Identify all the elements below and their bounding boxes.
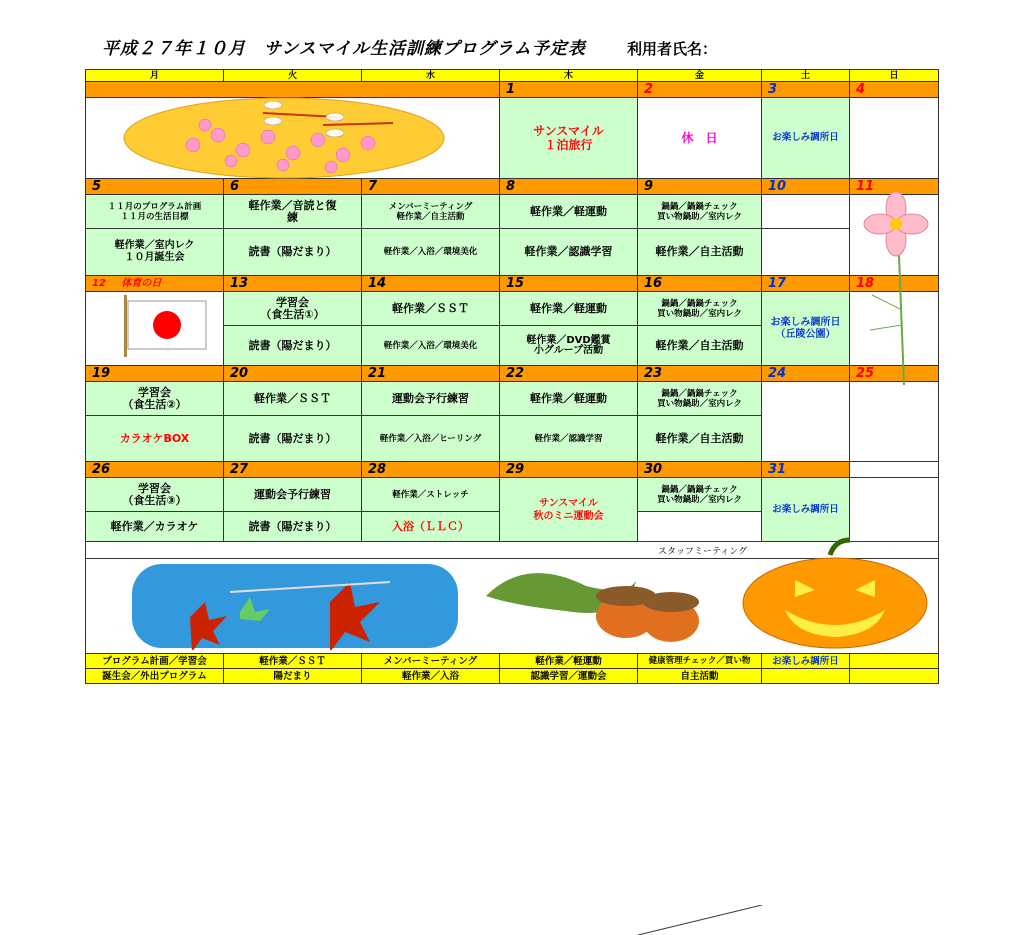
week-2 xyxy=(85,179,939,276)
date-cell: 22 xyxy=(500,366,638,382)
weekday-thu: 木 xyxy=(500,69,638,82)
user-name-label: 利用者氏名： xyxy=(627,40,718,58)
activity-cell: 軽作業／ＳＳＴ xyxy=(362,292,500,326)
diagonal-line xyxy=(638,905,762,935)
date-cell: 30 xyxy=(638,462,762,478)
footer-cell: 軽作業／軽運動 xyxy=(500,654,638,669)
activity-cell: 読書（陽だまり） xyxy=(224,326,362,366)
footer-cell: 自主活動 xyxy=(638,669,762,684)
date-cell: 31 xyxy=(762,462,850,478)
date-cell: 16 xyxy=(638,276,762,292)
date-cell: 3 xyxy=(762,82,850,98)
activity-cell: 学習会 （食生活③） xyxy=(85,478,224,512)
weekday-sat: 土 xyxy=(762,69,850,82)
activity-cell: 学習会 （食生活②） xyxy=(85,382,224,416)
weekday-tue: 火 xyxy=(224,69,362,82)
activity-cell: お楽しみ調所日 xyxy=(762,478,850,542)
activity-cell: 軽作業／ストレッチ xyxy=(362,478,500,512)
activity-cell: １１月のプログラム計画 １１月の生活目標 xyxy=(85,195,224,229)
footer-cell xyxy=(850,669,939,684)
date-number: 12 xyxy=(92,278,106,289)
activity-cell: サンスマイル 秋のミニ運動会 xyxy=(500,478,638,542)
activity-cell: 軽作業／自主活動 xyxy=(638,416,762,462)
date-cell: 20 xyxy=(224,366,362,382)
date-cell: 23 xyxy=(638,366,762,382)
date-cell: 19 xyxy=(85,366,224,382)
japanese-flag-icon xyxy=(120,295,210,357)
autumn-leaves-illustration xyxy=(130,562,460,650)
footer-cell: 誕生会／外出プログラム xyxy=(85,669,224,684)
week-3 xyxy=(85,276,939,366)
date-cell: 6 xyxy=(224,179,362,195)
activity-cell: 鍋鍋／鍋鍋チェック 買い物鍋助／室内レク xyxy=(638,382,762,416)
date-cell: 27 xyxy=(224,462,362,478)
activity-cell: お楽しみ調所日 （丘陵公園） xyxy=(762,292,850,366)
date-cell: 11 xyxy=(850,179,939,195)
footer-summary xyxy=(85,654,939,684)
date-cell: 7 xyxy=(362,179,500,195)
activity-cell: 鍋鍋／鍋鍋チェック 買い物鍋助／室内レク xyxy=(638,292,762,326)
footer-cell: 認識学習／運動会 xyxy=(500,669,638,684)
activity-cell: 軽作業／入浴／環境美化 xyxy=(362,229,500,276)
holiday-label: 体育の日 xyxy=(121,278,162,289)
footer-cell: 軽作業／ＳＳＴ xyxy=(224,654,362,669)
empty-cell xyxy=(850,462,939,478)
activity-cell: 休 日 xyxy=(638,98,762,179)
activity-cell: 軽作業／ＳＳＴ xyxy=(224,382,362,416)
activity-cell: 運動会予行練習 xyxy=(362,382,500,416)
date-cell: 15 xyxy=(500,276,638,292)
activity-cell: 軽作業／軽運動 xyxy=(500,195,638,229)
activity-cell: 軽作業／入浴／環境美化 xyxy=(362,326,500,366)
footer-cell: お楽しみ調所日 xyxy=(762,654,850,669)
footer-cell: プログラム計画／学習会 xyxy=(85,654,224,669)
activity-cell: 軽作業／認識学習 xyxy=(500,416,638,462)
weekday-wed: 水 xyxy=(362,69,500,82)
date-cell: 9 xyxy=(638,179,762,195)
date-cell xyxy=(85,276,224,292)
activity-cell: 軽作業／軽運動 xyxy=(500,382,638,416)
date-cell: 2 xyxy=(638,82,762,98)
date-cell: 25 xyxy=(850,366,939,382)
activity-cell: 軽作業／音読と復 練 xyxy=(224,195,362,229)
activity-cell: 軽作業／DVD鑑賞 小グループ活動 xyxy=(500,326,638,366)
activity-cell: お楽しみ調所日 xyxy=(762,98,850,179)
empty-cell xyxy=(762,195,850,229)
footer-cell: 健康管理チェック／買い物 xyxy=(638,654,762,669)
cosmos-flower-illustration xyxy=(862,190,930,385)
week-4 xyxy=(85,366,939,462)
empty-cell xyxy=(850,478,939,542)
date-cell: 10 xyxy=(762,179,850,195)
page-title: 平成２７年１０月 サンスマイル生活訓練プログラム予定表 xyxy=(102,39,586,59)
date-cell: 13 xyxy=(224,276,362,292)
footer-cell: 軽作業／入浴 xyxy=(362,669,500,684)
pumpkin-illustration xyxy=(740,535,930,650)
activity-cell: 鍋鍋／鍋鍋チェック 買い物鍋助／室内レク xyxy=(638,195,762,229)
activity-cell: メンバーミーティング 軽作業／自主活動 xyxy=(362,195,500,229)
activity-cell: 読書（陽だまり） xyxy=(224,512,362,542)
activity-cell: 軽作業／室内レク １０月誕生会 xyxy=(85,229,224,276)
weekday-header-row xyxy=(85,69,939,82)
date-cell: 1 xyxy=(500,82,638,98)
weekday-mon: 月 xyxy=(85,69,224,82)
footer-cell: 陽だまり xyxy=(224,669,362,684)
date-cell: 14 xyxy=(362,276,500,292)
staff-meeting-label: スタッフミーティング xyxy=(658,547,748,557)
footer-cell xyxy=(850,654,939,669)
activity-cell: 入浴（ＬＬＣ） xyxy=(362,512,500,542)
activity-cell: サンスマイル １泊旅行 xyxy=(500,98,638,179)
footer-cell xyxy=(762,669,850,684)
activity-cell: 軽作業／自主活動 xyxy=(638,229,762,276)
date-cell: 18 xyxy=(850,276,939,292)
empty-cell xyxy=(762,229,850,276)
dragonflies-flowers-illustration xyxy=(123,95,445,181)
footer-cell: メンバーミーティング xyxy=(362,654,500,669)
date-cell: 17 xyxy=(762,276,850,292)
activity-cell: 軽作業／軽運動 xyxy=(500,292,638,326)
acorns-illustration xyxy=(476,566,726,646)
date-cell: 5 xyxy=(85,179,224,195)
date-cell: 29 xyxy=(500,462,638,478)
date-cell: 21 xyxy=(362,366,500,382)
activity-cell: 読書（陽だまり） xyxy=(224,229,362,276)
weekday-sun: 日 xyxy=(850,69,939,82)
activity-cell: 軽作業／自主活動 xyxy=(638,326,762,366)
activity-cell: 軽作業／カラオケ xyxy=(85,512,224,542)
activity-cell: 軽作業／入浴／ヒーリング xyxy=(362,416,500,462)
date-cell: 8 xyxy=(500,179,638,195)
empty-cell xyxy=(762,382,850,462)
date-cell: 26 xyxy=(85,462,224,478)
date-cell: 24 xyxy=(762,366,850,382)
empty-cell xyxy=(850,382,939,462)
activity-cell: 学習会 （食生活①） xyxy=(224,292,362,326)
activity-cell: 運動会予行練習 xyxy=(224,478,362,512)
activity-cell: 軽作業／認識学習 xyxy=(500,229,638,276)
empty-cell xyxy=(850,98,939,179)
activity-cell: 鍋鍋／鍋鍋チェック 買い物鍋助／室内レク xyxy=(638,478,762,512)
activity-cell: 読書（陽だまり） xyxy=(224,416,362,462)
date-cell: 4 xyxy=(850,82,939,98)
activity-cell: カラオケBOX xyxy=(85,416,224,462)
date-cell: 28 xyxy=(362,462,500,478)
weekday-fri: 金 xyxy=(638,69,762,82)
